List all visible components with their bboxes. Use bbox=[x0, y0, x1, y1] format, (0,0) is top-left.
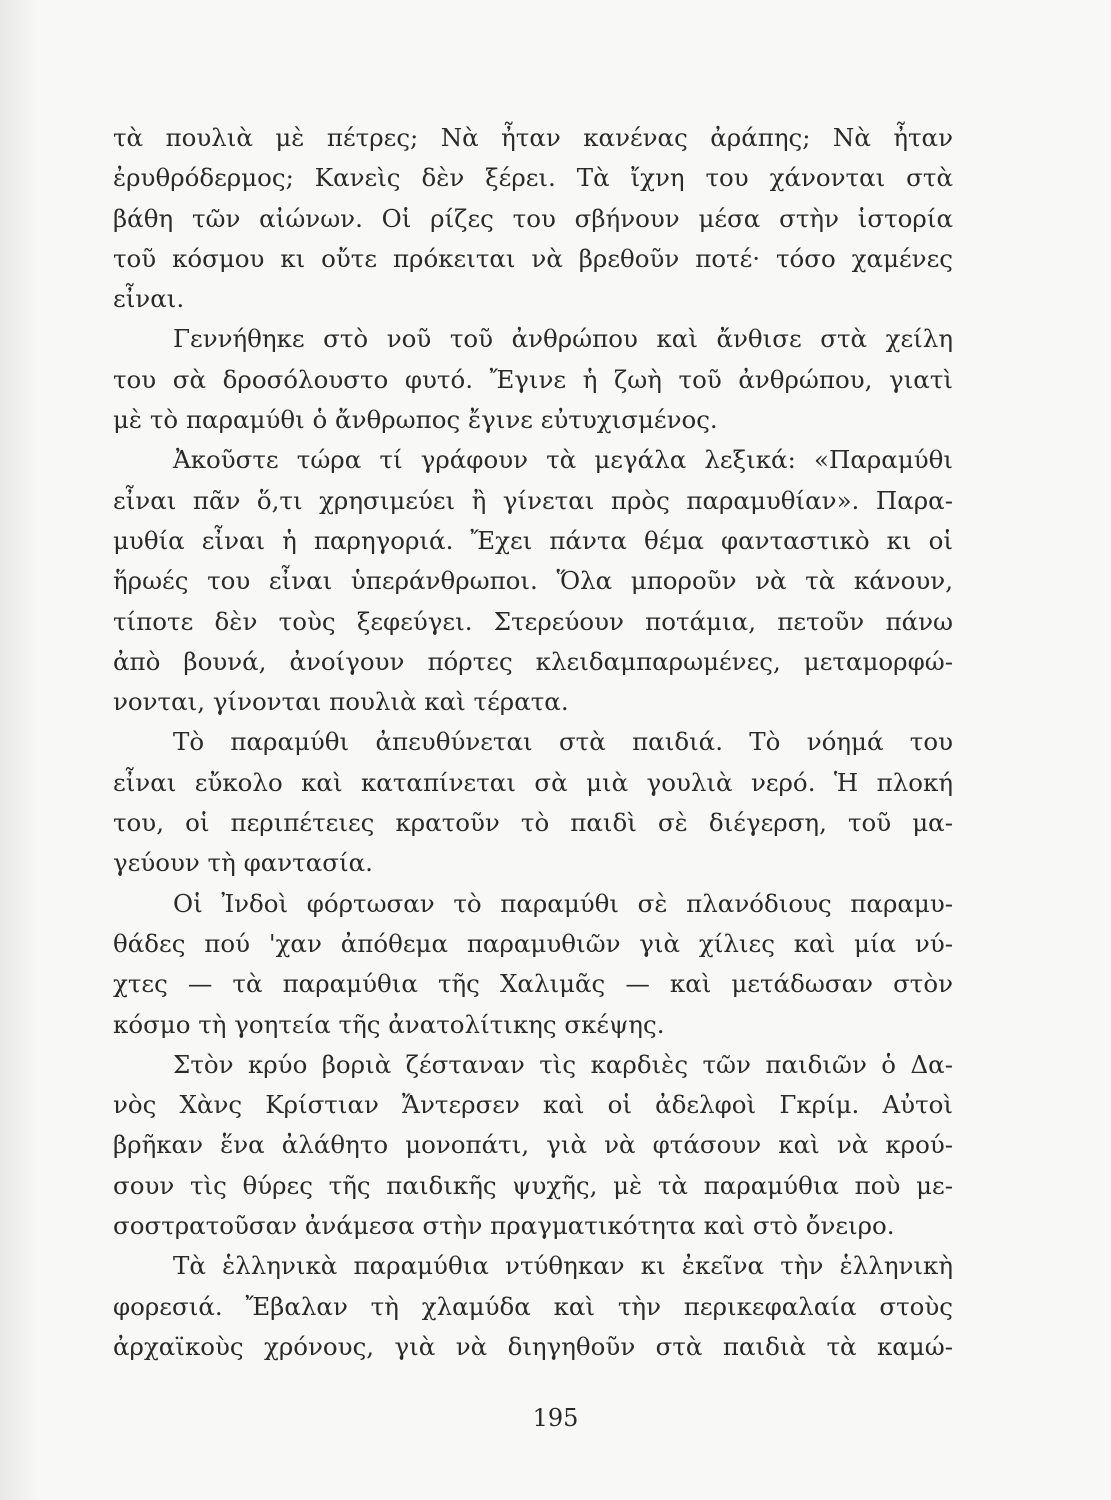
text-line: κόσμο τὴ γοητεία τῆς ἀνατολίτικης σκέψης. bbox=[113, 1009, 665, 1039]
text-line: Στὸν κρύο βοριὰ ζέσταναν τὶς καρδιὲς τῶν παιδιῶν ὁ Δα- bbox=[173, 1049, 953, 1079]
text-line: μὲ τὸ παραμύθι ὁ ἄνθρωπος ἔγινε εὐτυχισμένος. bbox=[113, 405, 718, 435]
text-line: Τὰ ἑλληνικὰ παραμύθια ντύθηκαν κι ἐκεῖνα τὴν ἑλληνικὴ bbox=[173, 1251, 953, 1281]
text-line: Ἀκοῦστε τώρα τί γράφουν τὰ μεγάλα λεξικά: «Παραμύθι bbox=[173, 445, 953, 475]
page-number: 195 bbox=[532, 1404, 579, 1432]
text-line: νονται, γίνονται πουλιὰ καὶ τέρατα. bbox=[113, 687, 569, 717]
text-line: ἥρωές του εἶναι ὑπεράνθρωποι. Ὅλα μποροῦν νὰ τὰ κάνουν, bbox=[113, 566, 953, 596]
text-line: μυθία εἶναι ἡ παρηγοριά. Ἔχει πάντα θέμα φανταστικὸ κι οἱ bbox=[113, 525, 953, 555]
text-line: σουν τὶς θύρες τῆς παιδικῆς ψυχῆς, μὲ τὰ παραμύθια ποὺ με- bbox=[113, 1170, 953, 1200]
text-line: τίποτε δὲν τοὺς ξεφεύγει. Στερεύουν ποτάμια, πετοῦν πάνω bbox=[113, 606, 953, 636]
text-line: Γεννήθηκε στὸ νοῦ τοῦ ἀνθρώπου καὶ ἄνθισε στὰ χείλη bbox=[173, 324, 953, 354]
text-line: του, οἱ περιπέτειες κρατοῦν τὸ παιδὶ σὲ διέγερση, τοῦ μα- bbox=[113, 808, 953, 838]
text-line: του σὰ δροσόλουστο φυτό. Ἔγινε ἡ ζωὴ τοῦ ἀνθρώπου, γιατὶ bbox=[113, 364, 953, 394]
text-line: θάδες πού 'χαν ἀπόθεμα παραμυθιῶν γιὰ χίλιες καὶ μία νύ- bbox=[113, 928, 953, 958]
body-text bbox=[113, 118, 953, 1367]
text-line: χτες — τὰ παραμύθια τῆς Χαλιμᾶς — καὶ μετάδωσαν στὸν bbox=[113, 969, 953, 999]
text-line: τοῦ κόσμου κι οὔτε πρόκειται νὰ βρεθοῦν ποτέ· τόσο χαμένες bbox=[113, 243, 953, 273]
text-line: Τὸ παραμύθι ἀπευθύνεται στὰ παιδιά. Τὸ νόημά του bbox=[173, 727, 953, 757]
text-line: σοστρατοῦσαν ἀνάμεσα στὴν πραγματικότητα καὶ στὸ ὄνειρο. bbox=[113, 1211, 895, 1241]
text-line: εἶναι πᾶν ὅ,τι χρησιμεύει ἢ γίνεται πρὸς παραμυθίαν». Παρα- bbox=[113, 485, 953, 515]
page-gutter-shadow bbox=[0, 0, 40, 1500]
text-line: νὸς Χὰνς Κρίστιαν Ἄντερσεν καὶ οἱ ἀδελφοὶ Γκρίμ. Αὐτοὶ bbox=[113, 1090, 953, 1120]
text-line: εἶναι. bbox=[113, 284, 185, 314]
text-line: εἶναι εὔκολο καὶ καταπίνεται σὰ μιὰ γουλιὰ νερό. Ἡ πλοκή bbox=[113, 767, 953, 797]
text-line: βρῆκαν ἕνα ἀλάθητο μονοπάτι, γιὰ νὰ φτάσουν καὶ νὰ κρού- bbox=[113, 1130, 953, 1160]
text-line: γεύουν τὴ φαντασία. bbox=[113, 848, 373, 878]
text-line: ἐρυθρόδερμος; Κανεὶς δὲν ξέρει. Τὰ ἴχνη του χάνονται στὰ bbox=[113, 163, 953, 193]
text-line: βάθη τῶν αἰώνων. Οἱ ρίζες του σβήνουν μέσα στὴν ἱστορία bbox=[113, 203, 953, 233]
text-line: φορεσιά. Ἔβαλαν τὴ χλαμύδα καὶ τὴν περικεφαλαία στοὺς bbox=[113, 1291, 953, 1321]
text-line: Οἱ Ἰνδοὶ φόρτωσαν τὸ παραμύθι σὲ πλανόδιους παραμυ- bbox=[173, 888, 953, 918]
text-line: ἀρχαϊκοὺς χρόνους, γιὰ νὰ διηγηθοῦν στὰ παιδιὰ τὰ καμώ- bbox=[113, 1331, 953, 1361]
text-line: ἀπὸ βουνά, ἀνοίγουν πόρτες κλειδαμπαρωμένες, μεταμορφώ- bbox=[113, 646, 953, 676]
text-line: τὰ πουλιὰ μὲ πέτρες; Νὰ ἦταν κανένας ἀράπης; Νὰ ἦταν bbox=[113, 123, 953, 152]
